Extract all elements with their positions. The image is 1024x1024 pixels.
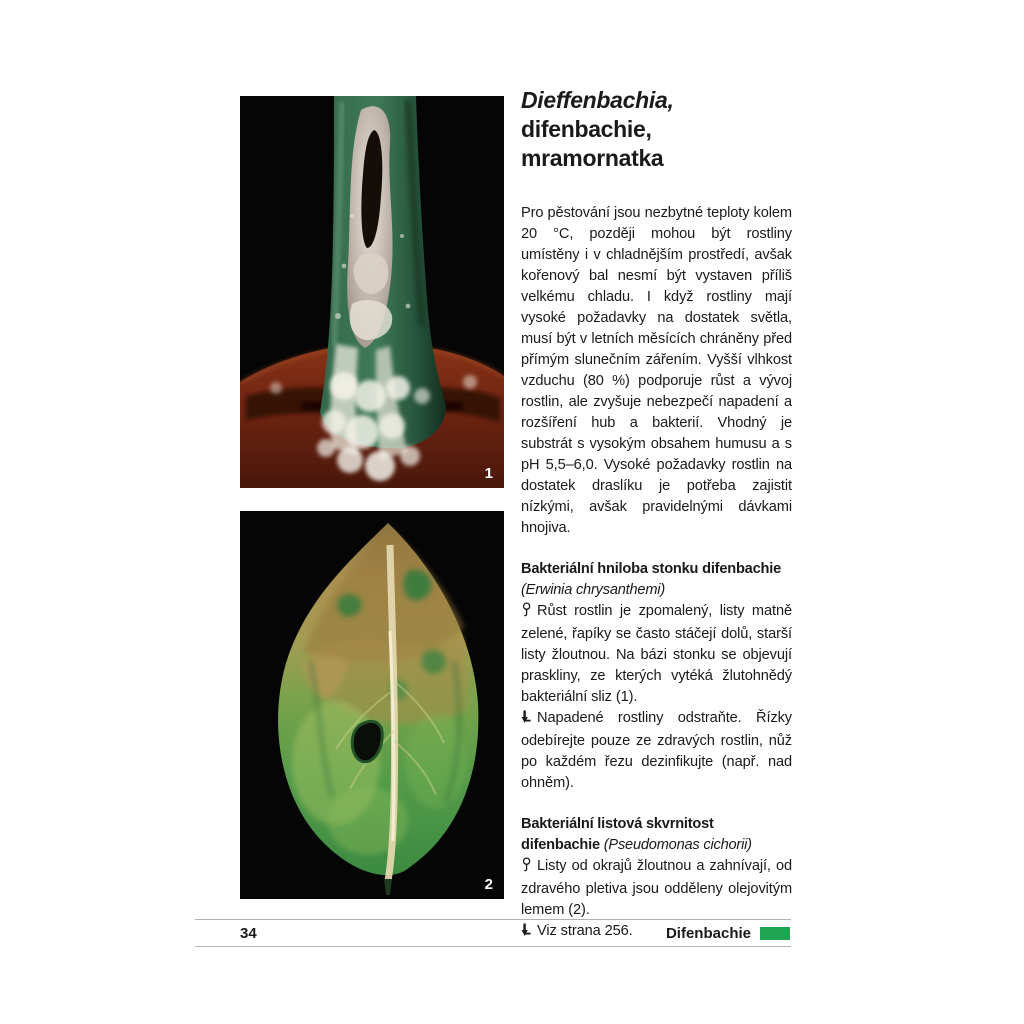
section-1-control: Napadené rostliny odstraňte. Řízky odebírejte pouze ze zdravých rostlin, nůž po každém řezu dezinfikujte (např. nad ohněm). (521, 710, 792, 791)
section-stem-rot (521, 559, 792, 794)
chapter-label: Difenbachie (665, 924, 751, 942)
section-2-control: Viz strana 256. (521, 921, 792, 944)
common-name: difenbachie, mramornatka (521, 116, 664, 171)
figure-2-number: 2 (484, 876, 493, 893)
arrow-down-icon (521, 710, 532, 731)
chapter-color-swatch (760, 927, 790, 940)
page-title (521, 86, 792, 173)
genus-name: Dieffenbachia, (521, 87, 674, 113)
leaf-spot-illustration (240, 511, 504, 899)
section-2-symptoms: Listy od okrajů žloutnou a zahnívají, od zdravého pletiva jsou odděleny olejovitým lemem (2). (521, 858, 792, 918)
section-1-heading: Bakteriální hniloba stonku difenbachie (Erwinia chrysanthemi) (521, 559, 792, 601)
page-footer (195, 919, 791, 947)
text-column (521, 86, 792, 944)
magnifier-icon (521, 602, 532, 624)
section-1-symptoms: Růst rostlin je zpomalený, listy matně zelené, řapíky se často stáčejí dolů, starší listy žloutnou. Na bázi stonku se objevují praskliny, ze kterých vytéká žlutohnědý bakteriální sliz (1). (521, 603, 792, 705)
intro-paragraph: Pro pěstování jsou nezbytné teploty kolem 20 °C, později mohou být rostliny umístěny i v chladnějším prostředí, avšak kořenový bal nesmí být vystaven příliš velkému chladu. I když rostliny mají vysoké požadavky na dostatek světla, musí být v letních měsících chráněny před přímým slunečním zářením. Vyšší vlhkost vzduchu (80 %) podporuje růst a vývoj rostlin, ale zvyšuje nebezpečí napadení a rozšíření hub a bakterií. Vhodný je substrát s vysokým obsahem humusu a s pH 5,5–6,0. Vysoké požadavky rostlin na dostatek draslíku je potřeba zajistit nízkými, avšak pravidelnými dávkami hnojiva. (521, 205, 792, 536)
section-2-latin-name: (Pseudomonas cichorii) (603, 837, 752, 853)
page-number: 34 (240, 924, 257, 942)
chapter-tab (666, 925, 790, 942)
section-1-latin-name: (Erwinia chrysanthemi) (521, 582, 666, 598)
figure-1-stem-rot-photo (240, 96, 504, 488)
figure-2-leaf-spot-photo (240, 511, 504, 899)
magnifier-icon (521, 857, 532, 879)
figure-1-number: 1 (484, 465, 493, 482)
stem-rot-illustration (240, 96, 504, 488)
section-2-heading: Bakteriální listová skvrnitost difenbachie (Pseudomonas cichorii) (521, 816, 752, 853)
